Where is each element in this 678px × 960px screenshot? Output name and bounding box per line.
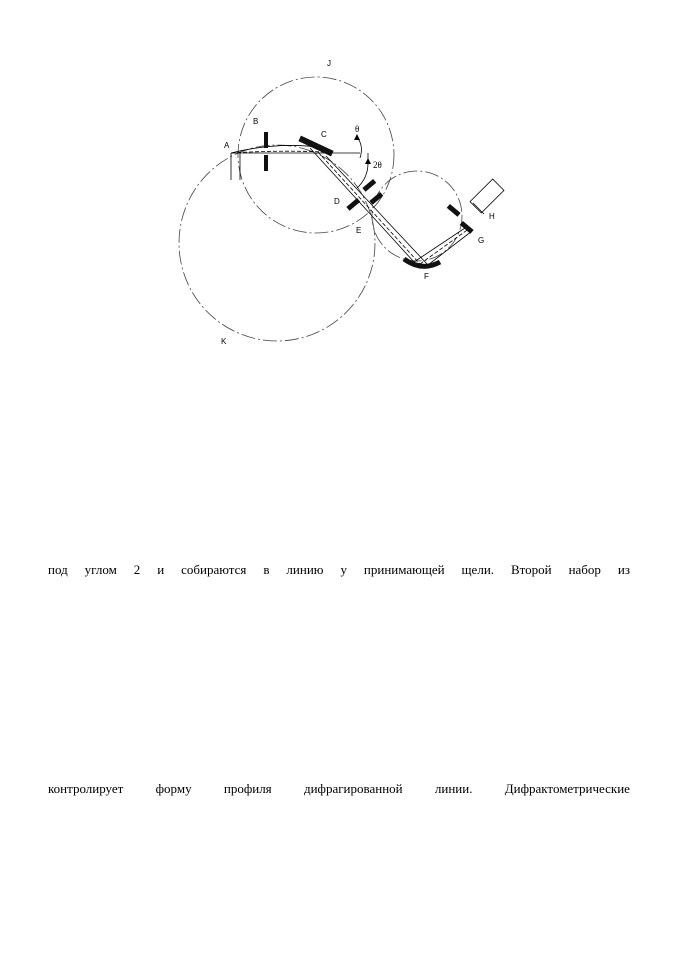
beam-2 bbox=[318, 152, 420, 264]
word: дифрагированной bbox=[303, 781, 403, 796]
word: Второй bbox=[510, 562, 552, 577]
label-a: A bbox=[224, 141, 230, 150]
two-theta-arc bbox=[357, 163, 368, 188]
label-theta: θ bbox=[355, 124, 360, 134]
text-line-1 bbox=[48, 562, 630, 578]
label-h: H bbox=[489, 212, 495, 221]
label-j: J bbox=[327, 59, 331, 68]
beam-1 bbox=[310, 148, 414, 262]
slit-g-1 bbox=[447, 204, 461, 217]
word: щели. bbox=[461, 562, 495, 577]
two-theta-arrowhead bbox=[365, 158, 371, 164]
label-b: B bbox=[253, 117, 259, 126]
slit-d-1 bbox=[362, 179, 376, 192]
detector-window bbox=[473, 203, 484, 214]
slit-b-top bbox=[264, 132, 268, 148]
label-two-theta: 2θ bbox=[373, 160, 382, 170]
word: под bbox=[48, 562, 68, 577]
word: в bbox=[263, 562, 270, 577]
word: из bbox=[617, 562, 630, 577]
word: принимающей bbox=[363, 562, 445, 577]
word: профиля bbox=[223, 781, 272, 796]
word: набор bbox=[568, 562, 601, 577]
word: контролирует bbox=[48, 781, 124, 796]
word: линию bbox=[286, 562, 324, 577]
label-k: K bbox=[221, 337, 227, 346]
beam-4 bbox=[414, 226, 468, 262]
word: у bbox=[340, 562, 347, 577]
theta-arc bbox=[357, 137, 361, 158]
circle-small bbox=[372, 171, 462, 261]
word: 2 bbox=[133, 562, 141, 577]
beam-3 bbox=[326, 156, 428, 265]
theta-arrowhead bbox=[354, 134, 360, 140]
word: Дифрактометрические bbox=[504, 781, 630, 796]
label-e: E bbox=[356, 226, 362, 235]
label-d: D bbox=[334, 197, 340, 206]
slit-b-bottom bbox=[264, 155, 268, 171]
label-f: F bbox=[424, 272, 429, 281]
beam-5 bbox=[420, 228, 470, 264]
detector-h bbox=[470, 179, 504, 213]
word: форму bbox=[155, 781, 192, 796]
label-c: C bbox=[321, 130, 327, 139]
word: собираются bbox=[181, 562, 247, 577]
word: углом bbox=[84, 562, 117, 577]
text-line-2 bbox=[48, 781, 630, 797]
diffractometer-diagram bbox=[0, 0, 678, 380]
word: и bbox=[157, 562, 165, 577]
circle-k bbox=[179, 145, 375, 341]
label-g: G bbox=[478, 236, 485, 245]
slit-d-2 bbox=[346, 198, 360, 211]
slit-g-2 bbox=[460, 221, 474, 234]
word: линии. bbox=[434, 781, 473, 796]
